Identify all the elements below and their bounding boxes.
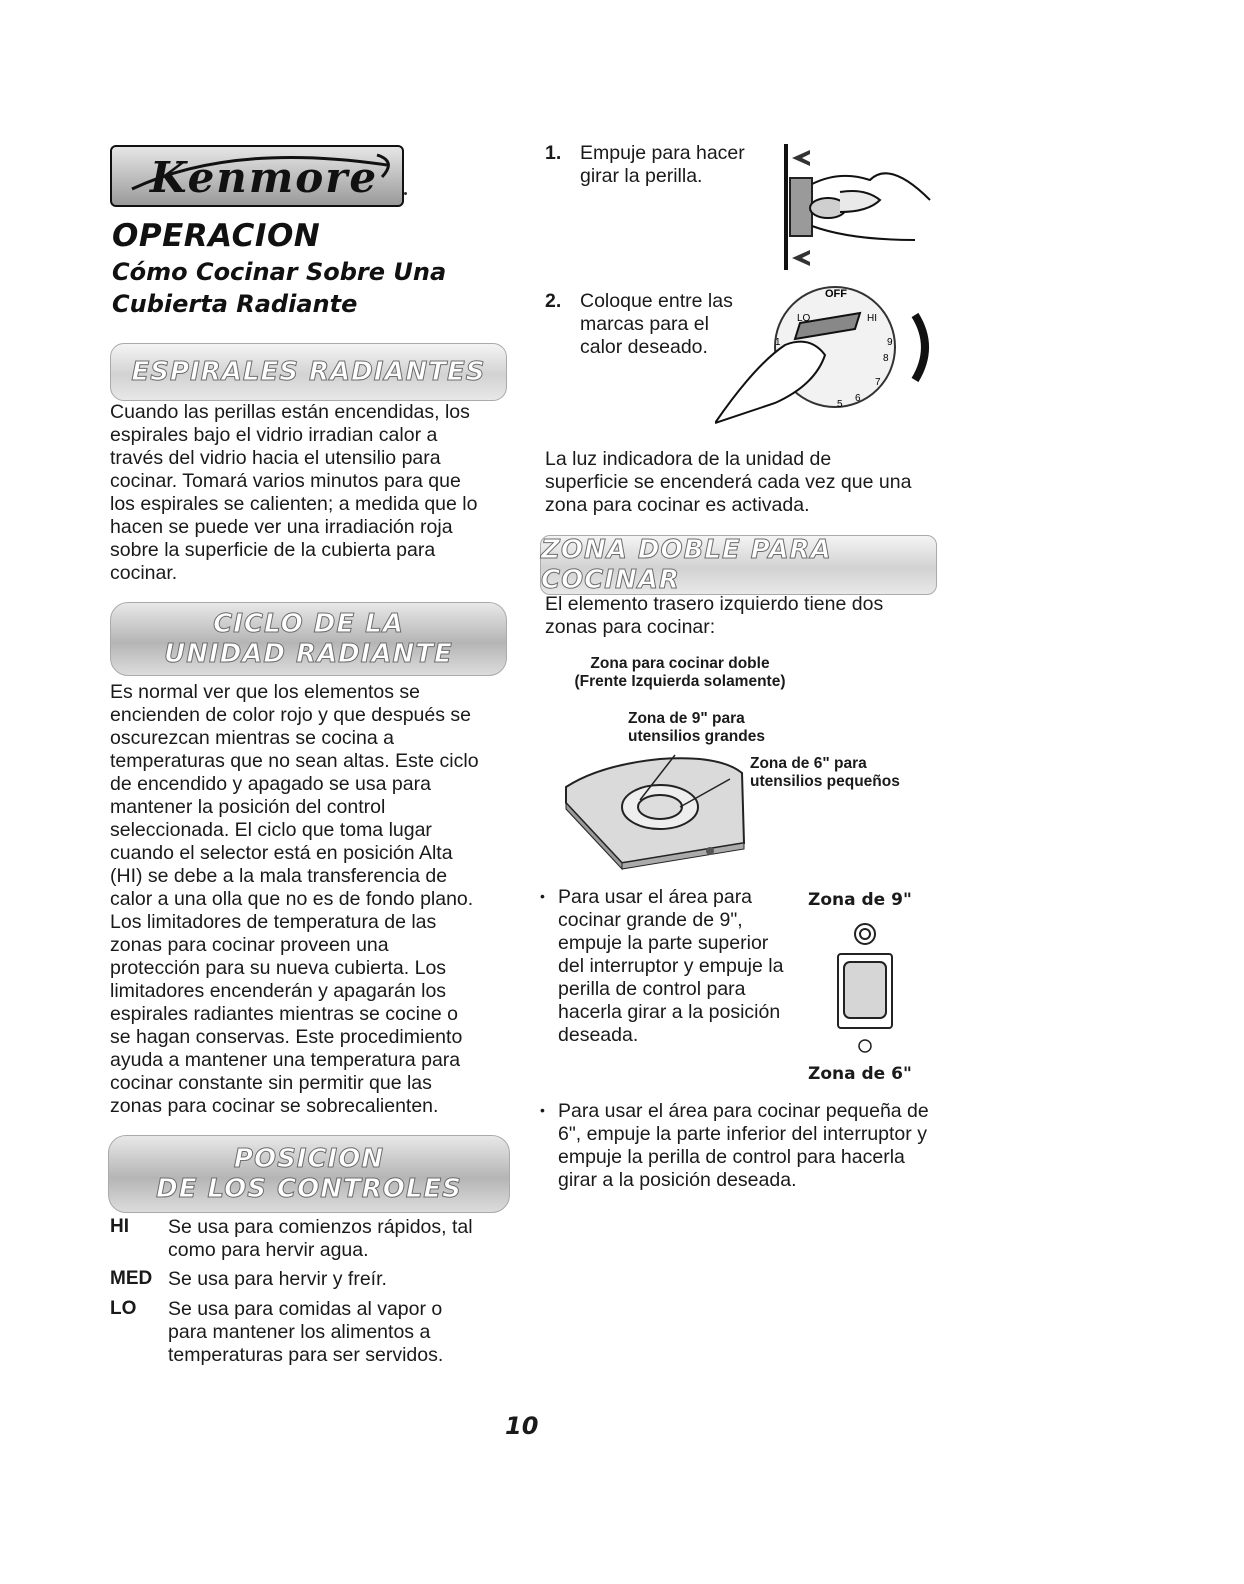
dial-mark-lo: LO [797, 313, 811, 324]
text-line: La luz indicadora de la unidad de [545, 448, 832, 470]
text-line: girar a la posición deseada. [558, 1169, 797, 1191]
text-line: Se usa para hervir y freír. [168, 1268, 387, 1290]
text-line: perilla de control para [558, 978, 746, 1000]
text-line: temperaturas para ser servidos. [168, 1344, 444, 1366]
para-espirales [110, 401, 510, 585]
para-dual-intro [545, 593, 965, 639]
zona-6-label: Zona de 6" [808, 1064, 912, 1084]
text-line: Zona para cocinar doble [590, 655, 770, 672]
subtitle-line-2: Cubierta Radiante [112, 290, 358, 318]
push-knob-illustration [780, 140, 940, 270]
subtitle-line-1: Cómo Cocinar Sobre Una [112, 258, 447, 286]
arrow-left-icon [792, 250, 810, 266]
text-line: de encendido y apagado se usa para [110, 773, 431, 795]
dial-mark: 8 [883, 353, 889, 364]
text-line: Para usar el área para cocinar pequeña de [558, 1100, 929, 1122]
large-zone-symbol-icon [855, 924, 875, 944]
kenmore-logo [110, 145, 404, 207]
text-line: para mantener los alimentos a [168, 1321, 431, 1343]
text-line: utensilios pequeños [750, 773, 900, 790]
text-line: Los limitadores de temperatura de las [110, 911, 437, 933]
control-key-lo: LO [110, 1298, 137, 1319]
arrow-left-icon [792, 150, 810, 166]
dial-off-label: OFF [825, 288, 847, 300]
rotate-arrow-icon [915, 315, 925, 380]
step-1-text [580, 142, 780, 188]
text-line: encienden de color rojo y que después se [110, 704, 471, 726]
dial-mark: 5 [837, 399, 843, 410]
text-line: empuje la parte superior [558, 932, 769, 954]
text-line: protección para su nueva cubierta. Los [110, 957, 447, 979]
banner-espirales [110, 343, 507, 401]
banner-posicion-line-1: POSICION [233, 1144, 385, 1174]
para-ciclo [110, 681, 510, 1118]
text-line: utensilios grandes [628, 728, 765, 745]
banner-zona-doble [540, 535, 937, 595]
text-line: calor a una olla que no es de fondo plano. [110, 888, 474, 910]
text-line: Cuando las perillas están encendidas, los [110, 401, 470, 423]
text-line: empuje la perilla de control para hacerla [558, 1146, 905, 1168]
brand-name: Kenmore [150, 153, 379, 202]
step-2-number: 2. [545, 290, 562, 312]
dual-zone-element-illustration [560, 745, 760, 870]
text-line: Es normal ver que los elementos se [110, 681, 420, 703]
text-line: Zona de 9" para [628, 710, 745, 727]
text-line: zonas para cocinar proveen una [110, 934, 389, 956]
bullet-icon: • [540, 888, 545, 904]
text-line: cocinar. Tomará varios minutos para que [110, 470, 461, 492]
text-line: girar la perilla. [580, 165, 703, 187]
control-desc-hi [168, 1216, 508, 1262]
text-line: los espirales se calienten; a medida que lo [110, 493, 478, 515]
text-line: deseada. [558, 1024, 639, 1046]
text-line: se hagan conservas. Este procedimiento [110, 1026, 463, 1048]
text-line: Se usa para comienzos rápidos, tal [168, 1216, 473, 1238]
text-line: ayuda a mantener una temperatura para [110, 1049, 461, 1071]
text-line: marcas para el [580, 313, 709, 335]
logo-dot [404, 192, 407, 195]
text-line: limitadores encenderán y apagarán los [110, 980, 447, 1002]
control-key-med: MED [110, 1268, 153, 1289]
dial-illustration [715, 285, 945, 425]
dial-mark: 6 [855, 393, 861, 404]
text-line: cuando el selector está en posición Alta [110, 842, 453, 864]
page-title: OPERACION [112, 218, 321, 254]
text-line: zonas para cocinar se sobrecalienten. [110, 1095, 439, 1117]
figure-label-6 [750, 755, 900, 791]
text-line: calor deseado. [580, 336, 708, 358]
text-line: espirales radiantes mientras se cocine o [110, 1003, 458, 1025]
text-line: Para usar el área para [558, 886, 753, 908]
step-1-number: 1. [545, 142, 562, 164]
text-line: superficie se encenderá cada vez que una [545, 471, 912, 493]
bullet-icon: • [540, 1102, 545, 1118]
text-line: (Frente Izquierda solamente) [574, 673, 786, 690]
figure-label-9 [628, 710, 765, 746]
bullet-large-zone [558, 886, 808, 1047]
text-line: cocinar grande de 9", [558, 909, 743, 931]
banner-posicion [108, 1135, 510, 1213]
text-line: espirales bajo el vidrio irradian calor a [110, 424, 438, 446]
dial-mark: 9 [887, 337, 893, 348]
banner-ciclo-line-1: CICLO DE LA [213, 609, 404, 639]
text-line: oscurezcan mientras se cocina a [110, 727, 394, 749]
small-zone-symbol-icon [859, 1040, 871, 1052]
dial-mark: 7 [875, 377, 881, 388]
zone-switch-illustration [830, 918, 900, 1058]
para-indicator [545, 448, 965, 517]
text-line: zonas para cocinar: [545, 616, 716, 638]
banner-posicion-line-2: DE LOS CONTROLES [156, 1174, 462, 1204]
bullet-small-zone [558, 1100, 958, 1192]
text-line: hacerla girar a la posición [558, 1001, 781, 1023]
banner-ciclo [110, 602, 507, 676]
text-line: Coloque entre las [580, 290, 733, 312]
page-number: 10 [505, 1412, 539, 1440]
dial-mark-hi: HI [867, 313, 877, 324]
text-line: cocinar. [110, 562, 178, 584]
figure-caption [555, 655, 805, 691]
control-desc-med [168, 1268, 508, 1291]
banner-espirales-text: ESPIRALES RADIANTES [131, 357, 486, 387]
text-line: Zona de 6" para [750, 755, 867, 772]
zona-9-label: Zona de 9" [808, 890, 912, 910]
text-line: cocinar constante sin permitir que las [110, 1072, 432, 1094]
text-line: del interruptor y empuje la [558, 955, 784, 977]
control-desc-lo [168, 1298, 508, 1367]
banner-ciclo-line-2: UNIDAD RADIANTE [164, 639, 453, 669]
text-line: sobre la superficie de la cubierta para [110, 539, 436, 561]
text-line: seleccionada. El ciclo que toma lugar [110, 819, 432, 841]
text-line: El elemento trasero izquierdo tiene dos [545, 593, 884, 615]
text-line: temperaturas que no sean altas. Este ciclo [110, 750, 479, 772]
dial-mark: 1 [775, 337, 781, 348]
text-line: 6", empuje la parte inferior del interruptor y [558, 1123, 927, 1145]
text-line: través del vidrio hacia el utensilio para [110, 447, 441, 469]
text-line: zona para cocinar es activada. [545, 494, 810, 516]
text-line: Empuje para hacer [580, 142, 745, 164]
control-key-hi: HI [110, 1216, 129, 1237]
text-line: mantener la posición del control [110, 796, 386, 818]
text-line: como para hervir agua. [168, 1239, 369, 1261]
text-line: (HI) se debe a la mala transferencia de [110, 865, 448, 887]
text-line: hacen se puede ver una irradiación roja [110, 516, 453, 538]
banner-zona-doble-text: ZONA DOBLE PARA COCINAR [541, 535, 832, 595]
text-line: Se usa para comidas al vapor o [168, 1298, 443, 1320]
